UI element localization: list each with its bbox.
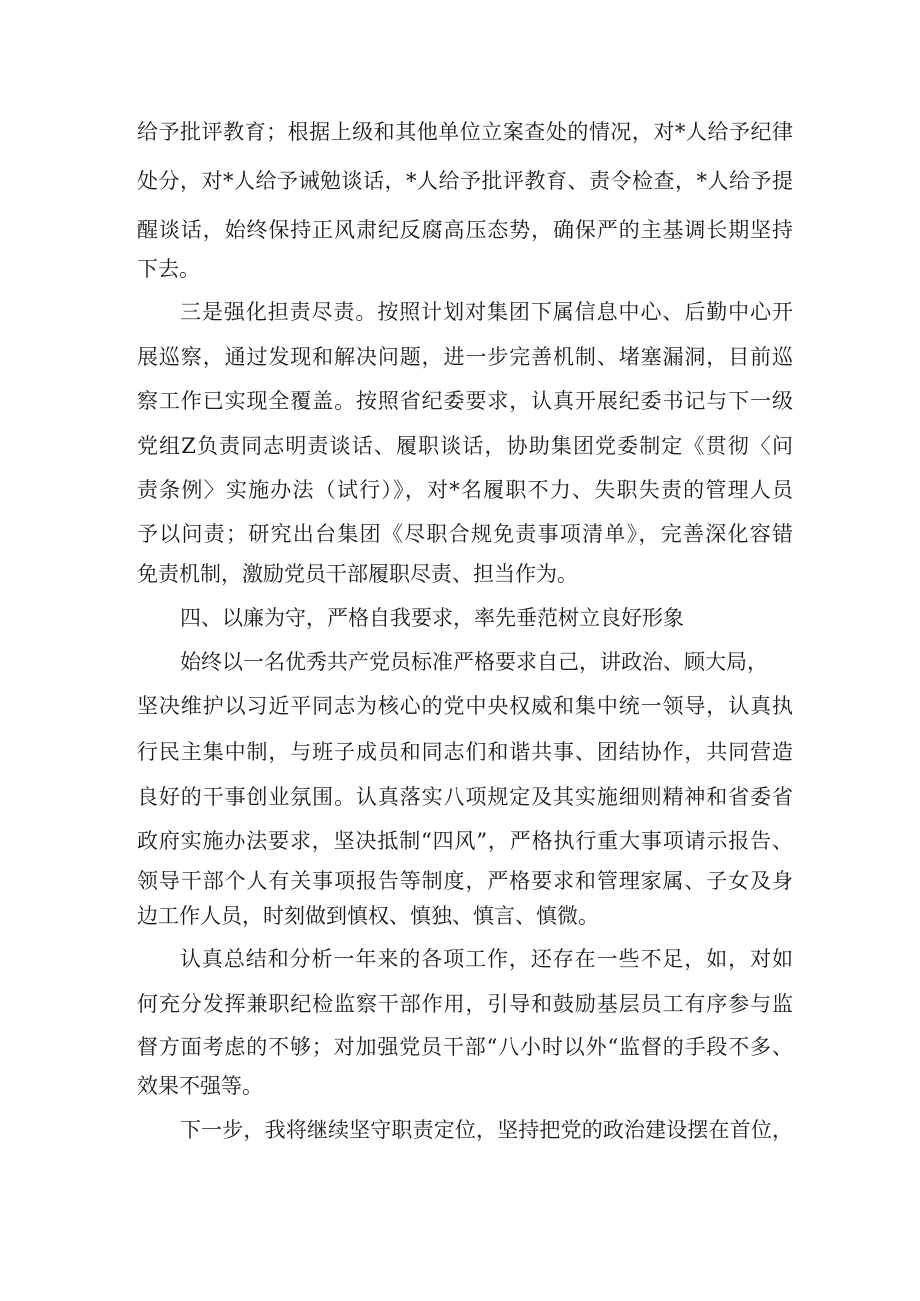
text-line: 下一步，我将继续坚守职责定位，坚持把党的政治建设摆在首位， bbox=[180, 1118, 793, 1142]
text-line: 三是强化担责尽责。按照计划对集团下属信息中心、后勤中心开 bbox=[180, 300, 793, 324]
text-line: 效果不强等。 bbox=[137, 1074, 263, 1098]
text-line: 免责机制，激励党员干部履职尽责、担当作为。 bbox=[137, 562, 578, 586]
text-line: 察工作已实现全覆盖。按照省纪委要求，认真开展纪委书记与下一级 bbox=[137, 389, 793, 413]
text-line: 给予批评教育；根据上级和其他单位立案查处的情况，对*人给予纪律 bbox=[137, 120, 793, 144]
text-line: 领导干部个人有关事项报告等制度，严格要求和管理家属、子女及身 bbox=[137, 869, 793, 893]
text-line: 认真总结和分析一年来的各项工作，还存在一些不足，如，对如 bbox=[180, 947, 793, 971]
text-line: 坚决维护以习近平同志为核心的党中央权威和集中统一领导，认真执 bbox=[137, 694, 793, 718]
text-line: 边工作人员，时刻做到慎权、慎独、慎言、慎微。 bbox=[137, 904, 599, 928]
text-line: 下去。 bbox=[137, 257, 200, 281]
text-line: 展巡察，通过发现和解决问题，进一步完善机制、堵塞漏洞，目前巡 bbox=[137, 345, 793, 369]
text-line: 党组Z负责同志明责谈话、履职谈话，协助集团党委制定《贯彻〈问 bbox=[137, 434, 793, 458]
text-line: 责条例〉实施办法（试行）》，对*名履职不力、失职失责的管理人员 bbox=[137, 478, 793, 502]
text-line: 醒谈话，始终保持正风肃纪反腐高压态势，确保严的主基调长期坚持 bbox=[137, 218, 793, 242]
text-line: 督方面考虑的不够；对加强党员干部“八小时以外“监督的手段不多、 bbox=[137, 1035, 793, 1059]
text-line: 处分，对*人给予诫勉谈话，*人给予批评教育、责令检查，*人给予提 bbox=[137, 169, 793, 193]
text-line: 始终以一名优秀共产党员标准严格要求自己，讲政治、顾大局， bbox=[180, 650, 768, 674]
text-line: 政府实施办法要求，坚决抵制“四风”，严格执行重大事项请示报告、 bbox=[137, 829, 793, 853]
text-line: 予以问责；研究出台集团《尽职合规免责事项清单》，完善深化容错 bbox=[137, 522, 793, 546]
text-line: 行民主集中制，与班子成员和同志们和谐共事、团结协作，共同营造 bbox=[137, 740, 793, 764]
text-line: 何充分发挥兼职纪检监察干部作用，引导和鼓励基层员工有序参与监 bbox=[137, 992, 793, 1016]
section-heading: 四、以廉为守，严格自我要求，率先垂范树立良好形象 bbox=[180, 606, 684, 630]
text-line: 良好的干事创业氛围。认真落实八项规定及其实施细则精神和省委省 bbox=[137, 785, 793, 809]
